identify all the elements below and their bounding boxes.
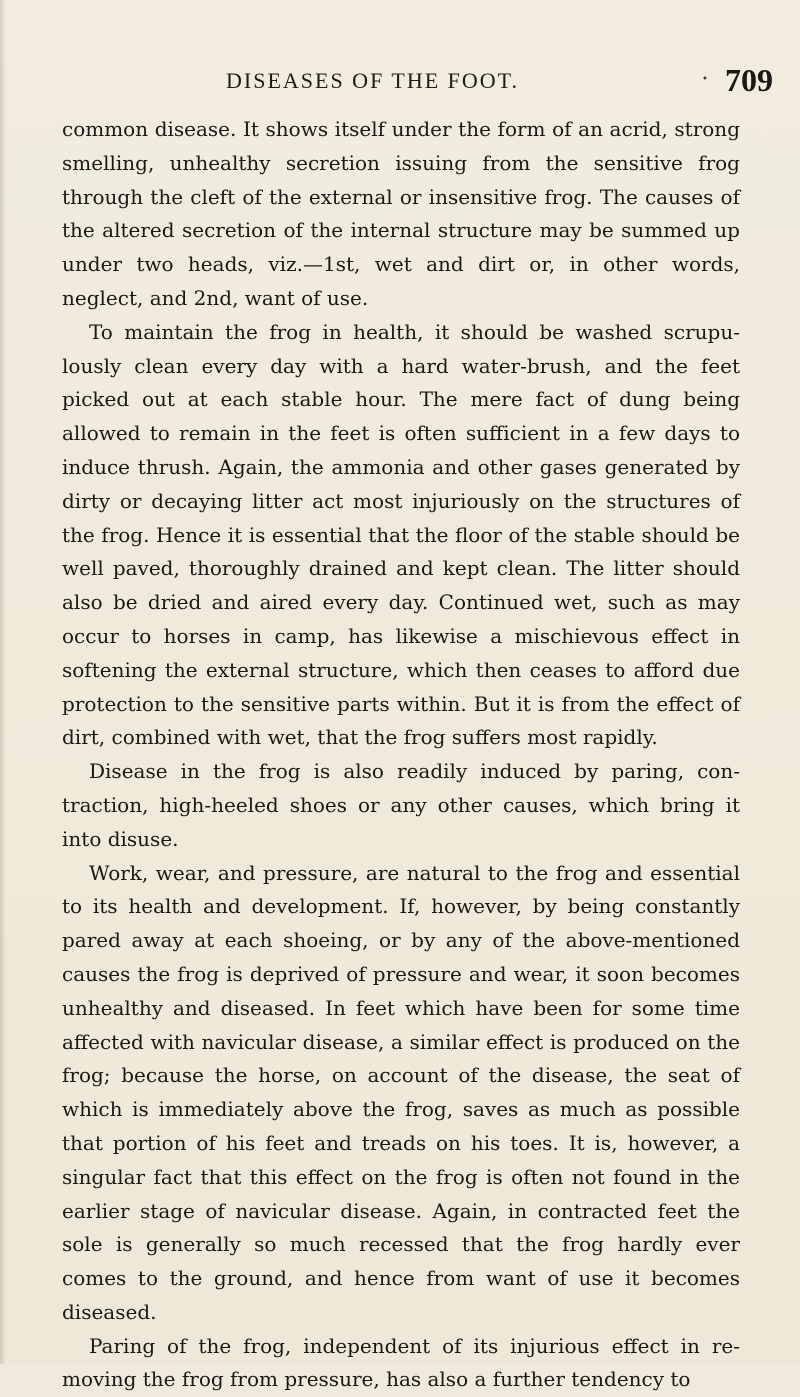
page-gutter-shadow: [0, 0, 6, 1364]
running-head-bullet: •: [702, 74, 708, 85]
paragraph: Paring of the frog, independent of its injurious effect in removing the frog from pressure, has also a further tendency to: [62, 1333, 740, 1392]
paragraph: To maintain the frog in health, it should be washed scrupulously clean every day with a hard water-brush, and the feet picked out at each stable hour. The mere fact of dung being allowed to remain in the feet is often sufficient in a few days to induce thrush. Again, the ammonia and other gases generated by dirty or decaying litter act most injuriously on the structures of the frog. Hence it is essential that the floor of the stable should be well paved, thoroughly drained and kept clean. The litter should also be dried and aired every day. Continued wet, such as may occur to horses in camp, has likewise a mischievous effect in softening the external structure, which then ceases to afford due protection to the sensitive parts within. But it is from the effect of dirt, combined with wet, that the frog suffers most rapidly.: [62, 319, 740, 750]
running-head: [0, 64, 800, 104]
running-head-title: DISEASES OF THE FOOT.: [226, 68, 519, 93]
paragraph: Work, wear, and pressure, are natural to the frog and essential to its health and development. If, however, by being constantly pared away at each shoeing, or by any of the above-mentioned causes the frog is deprived of pressure and wear, it soon becomes unhealthy and diseased. In feet which have been for some time affected with navicular disease, a similar effect is produced on the frog; because the horse, on account of the disease, the seat of which is immediately above the frog, saves as much as possible that portion of his feet and treads on his toes. It is, however, a singular fact that this effect on the frog is often not found in the earlier stage of navicular disease. Again, in contracted feet the sole is generally so much recessed that the frog hardly ever comes to the ground, and hence from want of use it becomes diseased.: [62, 860, 740, 1324]
paragraph: Disease in the frog is also readily induced by paring, contraction, high-heeled shoes or any other causes, which bring it into disuse.: [62, 759, 740, 851]
body-text: [62, 113, 740, 1397]
page-number: 709: [725, 62, 773, 98]
paragraph-continuation: common disease. It shows itself under the form of an acrid, strong smelling, unhealthy secretion issuing from the sensitive frog through the cleft of the external or insensitive frog. The causes of the altered secretion of the internal structure may be summed up under two heads, viz.—1st, wet and dirt or, in other words, neglect, and 2nd, want of use.: [62, 117, 740, 310]
